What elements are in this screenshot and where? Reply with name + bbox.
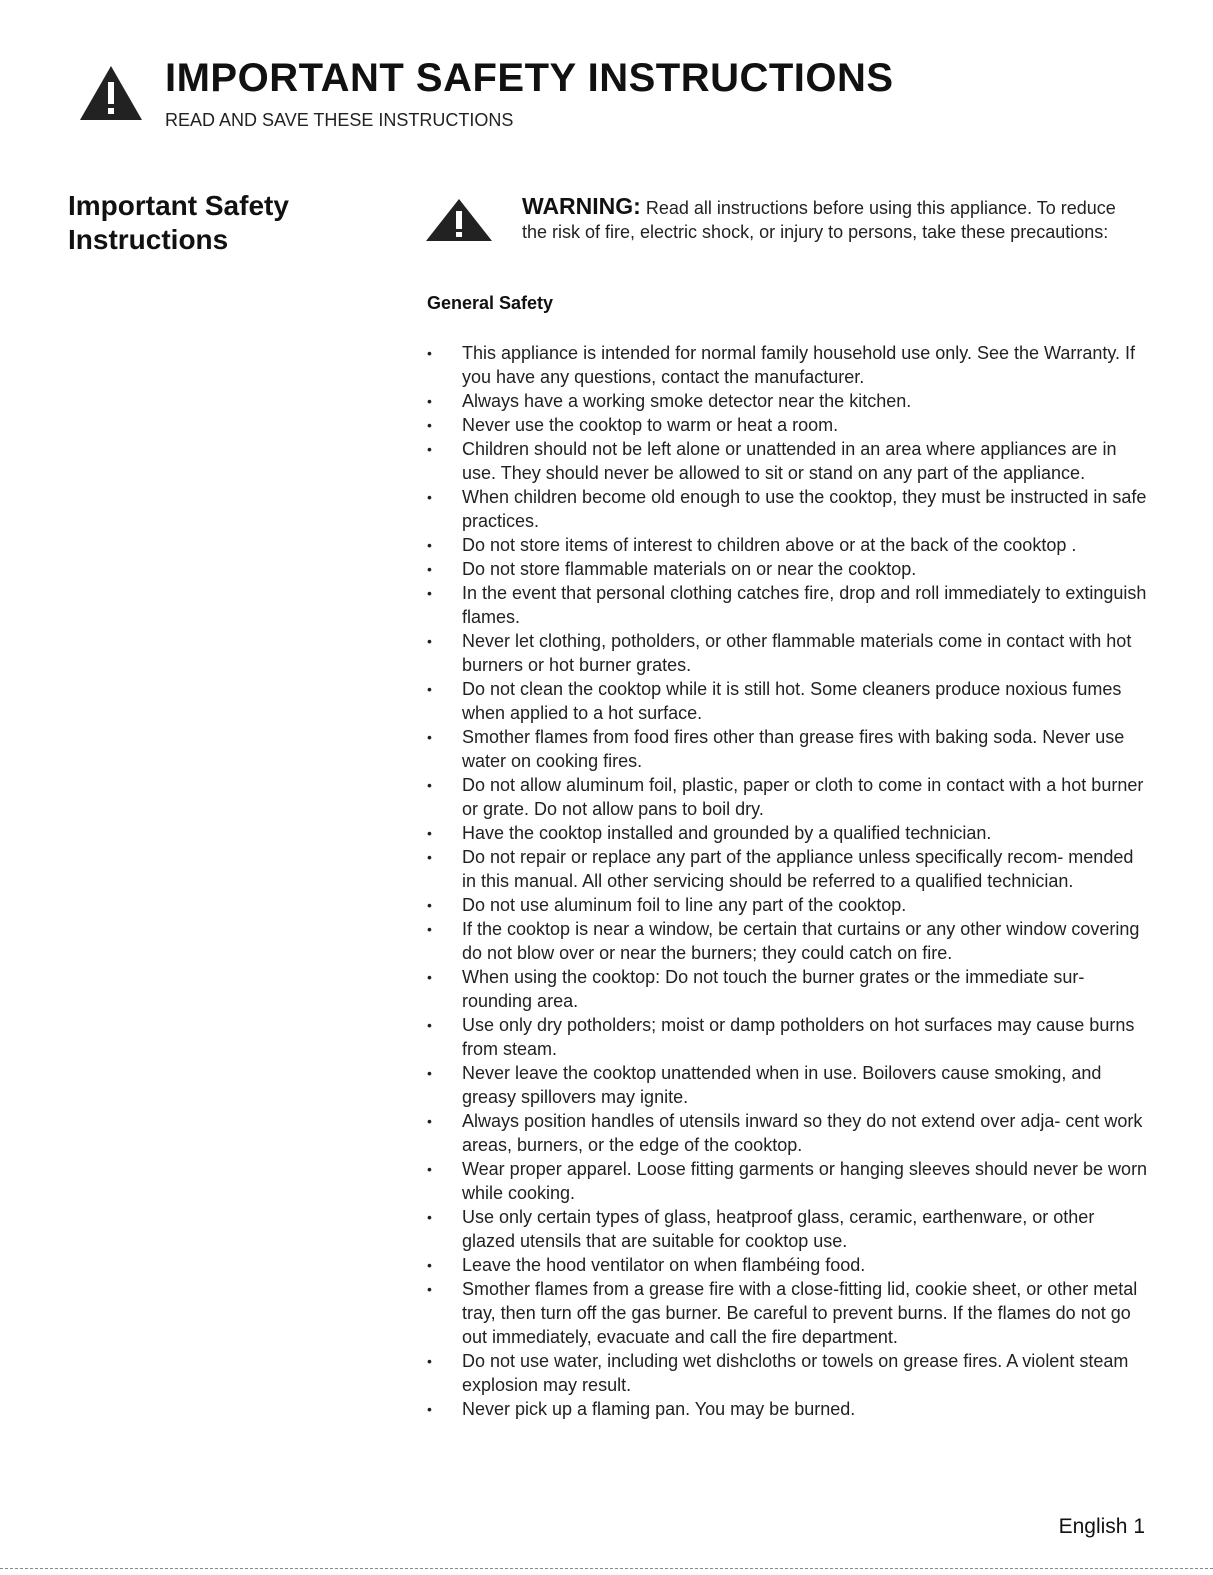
side-title-line-2: Instructions <box>68 224 229 255</box>
page-subtitle: READ AND SAVE THESE INSTRUCTIONS <box>165 110 514 130</box>
list-item: • Do not allow aluminum foil, plastic, paper or cloth to come in contact with a hot burner or grate. Do not allow pans to boil dry. <box>462 773 1152 821</box>
list-item: • Do not use aluminum foil to line any part of the cooktop. <box>462 893 1152 917</box>
list-item: • If the cooktop is near a window, be certain that curtains or any other window covering do not blow over or near the burners; they could catch on fire. <box>462 917 1152 965</box>
list-item: • Do not store items of interest to children above or at the back of the cooktop . <box>462 533 1152 557</box>
warning-notice <box>522 194 1132 244</box>
list-item: • Never leave the cooktop unattended when in use. Boilovers cause smoking, and greasy spillovers may ignite. <box>462 1061 1152 1109</box>
list-item: • Leave the hood ventilator on when flambéing food. <box>462 1253 1152 1277</box>
list-item: • Use only dry potholders; moist or damp potholders on hot surfaces may cause burns from steam. <box>462 1013 1152 1061</box>
list-item: • Wear proper apparel. Loose fitting garments or hanging sleeves should never be worn while cooking. <box>462 1157 1152 1205</box>
list-item: • Never let clothing, potholders, or other flammable materials come in contact with hot burners or hot burner grates. <box>462 629 1152 677</box>
warning-triangle-icon <box>424 198 494 242</box>
list-item: • Have the cooktop installed and grounded by a qualified technician. <box>462 821 1152 845</box>
list-item: • When using the cooktop: Do not touch the burner grates or the immediate sur- rounding area. <box>462 965 1152 1013</box>
bottom-divider <box>0 1568 1213 1569</box>
section-side-title <box>68 189 289 257</box>
warning-label: WARNING: <box>522 193 641 219</box>
list-item: • Never pick up a flaming pan. You may be burned. <box>462 1397 1152 1421</box>
page-title: IMPORTANT SAFETY INSTRUCTIONS <box>165 56 894 100</box>
list-item: • Do not clean the cooktop while it is still hot. Some cleaners produce noxious fumes when applied to a hot surface. <box>462 677 1152 725</box>
list-item: • Always position handles of utensils inward so they do not extend over adja- cent work areas, burners, or the edge of the cooktop. <box>462 1109 1152 1157</box>
list-item: • Always have a working smoke detector near the kitchen. <box>462 389 1152 413</box>
page-number: English 1 <box>1058 1515 1145 1538</box>
list-item: • In the event that personal clothing catches fire, drop and roll immediately to extinguish flames. <box>462 581 1152 629</box>
list-item: • Smother flames from food fires other than grease fires with baking soda. Never use water on cooking fires. <box>462 725 1152 773</box>
list-item: • Use only certain types of glass, heatproof glass, ceramic, earthenware, or other glazed utensils that are suitable for cooktop use. <box>462 1205 1152 1253</box>
list-item: • Do not store flammable materials on or near the cooktop. <box>462 557 1152 581</box>
list-item: • Never use the cooktop to warm or heat a room. <box>462 413 1152 437</box>
warning-text: Read all instructions before using this appliance. To reduce the risk of fire, electric shock, or injury to persons, take these precautions: <box>522 198 1116 242</box>
warning-triangle-icon <box>78 64 144 122</box>
list-item: • This appliance is intended for normal family household use only. See the Warranty. If you have any questions, contact the manufacturer. <box>462 341 1152 389</box>
list-item: • Children should not be left alone or unattended in an area where appliances are in use. They should never be allowed to sit or stand on any part of the appliance. <box>462 437 1152 485</box>
side-title-line-1: Important Safety <box>68 190 289 221</box>
general-safety-list <box>462 341 1152 1421</box>
general-safety-heading: General Safety <box>427 293 554 313</box>
list-item: • Do not use water, including wet dishcloths or towels on grease fires. A violent steam explosion may result. <box>462 1349 1152 1397</box>
list-item: • When children become old enough to use the cooktop, they must be instructed in safe practices. <box>462 485 1152 533</box>
list-item: • Smother flames from a grease fire with a close-fitting lid, cookie sheet, or other metal tray, then turn off the gas burner. Be careful to prevent burns. If the flames do not go out immediately, evacuate and call the fire department. <box>462 1277 1152 1349</box>
list-item: • Do not repair or replace any part of the appliance unless specifically recom- mended in this manual. All other servicing should be referred to a qualified technician. <box>462 845 1152 893</box>
